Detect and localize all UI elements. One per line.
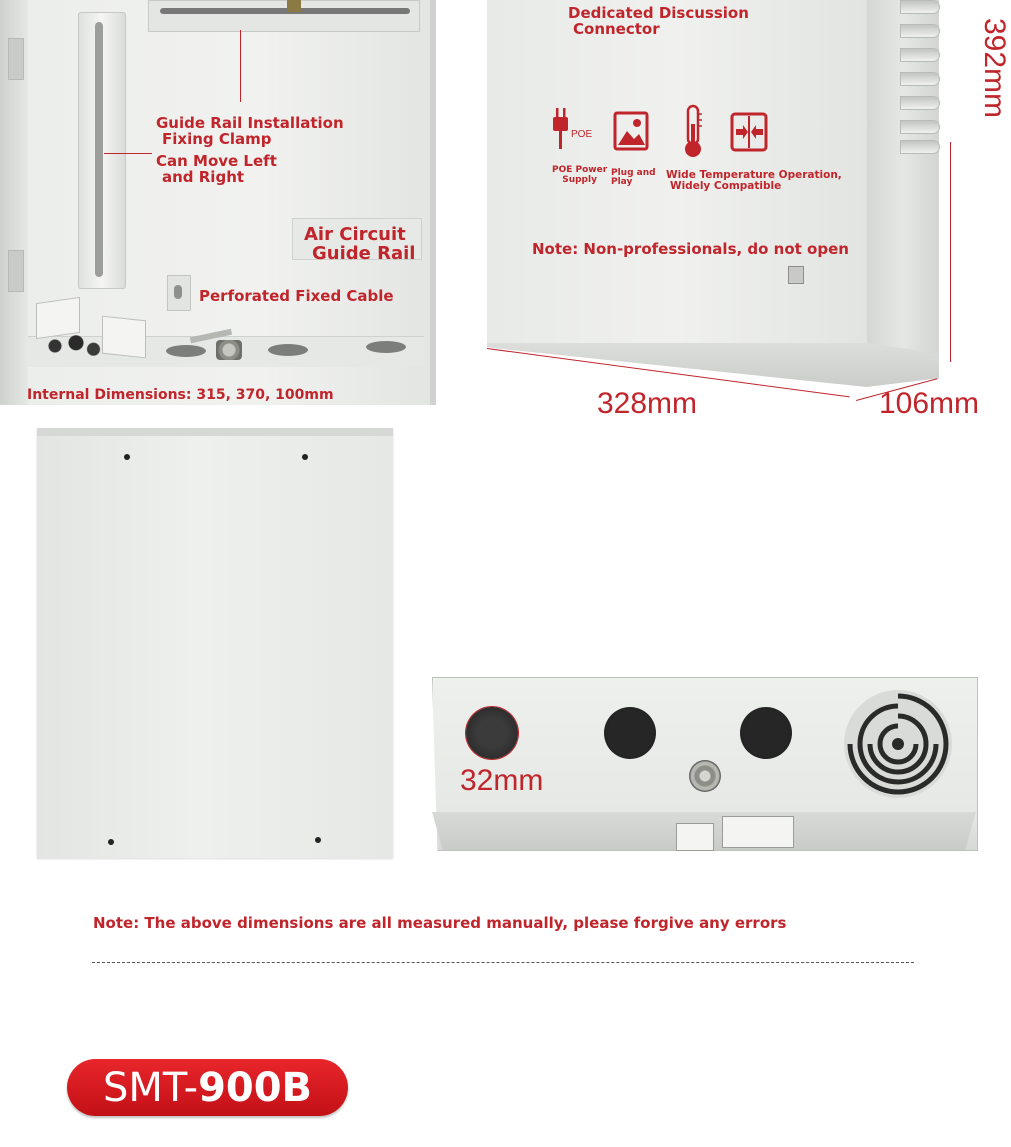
- poe-plug-icon: [551, 108, 593, 152]
- label-connector-line2: Connector: [573, 20, 660, 38]
- label-air-line1: Air Circuit: [304, 224, 406, 245]
- mounting-hole: [108, 839, 114, 845]
- compress-arrows-icon: [730, 112, 768, 156]
- side-vent: [900, 0, 940, 14]
- label-move: [156, 153, 277, 185]
- side-vent: [900, 24, 940, 38]
- feature-label-plug-line1: Plug and: [611, 168, 656, 178]
- leader-line-move: [104, 153, 152, 154]
- thermometer-icon: [680, 104, 718, 148]
- label-connector-line1: Dedicated Discussion: [568, 4, 749, 22]
- top-bracket: [148, 0, 420, 32]
- side-vent: [900, 120, 940, 134]
- label-move-line1: Can Move Left: [156, 152, 277, 170]
- picture-icon: [613, 111, 651, 155]
- label-guide-rail: [156, 115, 344, 147]
- svg-text:POE: POE: [571, 129, 593, 140]
- label-guide-rail-line1: Guide Rail Installation: [156, 114, 344, 132]
- feature-label-poe: [552, 165, 607, 185]
- accessory-bracket: [102, 316, 146, 359]
- vent-grille-icon: [842, 688, 954, 800]
- front-lock: [788, 266, 804, 284]
- model-number: 900B: [198, 1064, 313, 1111]
- leader-line-guide-rail: [240, 30, 241, 102]
- model-prefix: SMT-: [102, 1064, 199, 1111]
- dim-line-height: [950, 142, 951, 362]
- bottom-tab: [676, 823, 714, 851]
- side-vent: [900, 96, 940, 110]
- cable-bracket-hole: [174, 285, 182, 299]
- dim-depth: 106mm: [879, 387, 980, 420]
- bottom-tab: [722, 816, 794, 848]
- dashed-divider: [92, 962, 914, 963]
- feature-label-temp-line2: Widely Compatible: [670, 180, 782, 192]
- side-vent: [900, 48, 940, 62]
- floor-knockout: [166, 345, 206, 357]
- bottom-lock: [689, 760, 721, 792]
- box-back-panel: [37, 428, 393, 858]
- side-vent: [900, 140, 940, 154]
- dim-hole: 32mm: [460, 764, 544, 797]
- feature-label-plug-line2: Play: [611, 177, 633, 187]
- label-connector: [568, 5, 749, 37]
- cable-knockout-32mm: [466, 707, 518, 759]
- top-bracket-slot: [160, 8, 410, 14]
- cable-knockout: [604, 707, 656, 759]
- hinge-bottom: [8, 250, 24, 292]
- warning-note: Note: Non-professionals, do not open: [532, 240, 849, 258]
- feature-label-plug: [611, 169, 656, 187]
- label-air-line2: Guide Rail: [312, 243, 416, 264]
- label-guide-rail-line2: Fixing Clamp: [162, 130, 272, 148]
- mounting-hole: [124, 454, 130, 460]
- dim-height: 392mm: [978, 18, 1011, 119]
- hinge-top: [8, 38, 24, 80]
- cable-knockout: [740, 707, 792, 759]
- measurement-note: Note: The above dimensions are all measured manually, please forgive any errors: [93, 914, 787, 932]
- label-air-circuit: [304, 225, 415, 263]
- feature-label-temp-line1: Wide Temperature Operation,: [666, 169, 842, 181]
- top-bracket-latch: [287, 0, 301, 12]
- label-move-line2: and Right: [162, 168, 245, 186]
- accessory-screws: [34, 330, 104, 362]
- internal-dimensions: Internal Dimensions: 315, 370, 100mm: [27, 387, 334, 403]
- feature-label-poe-line1: POE Power: [552, 165, 608, 175]
- lock-cylinder: [216, 340, 242, 360]
- box-front-bottom-edge: [487, 343, 939, 387]
- dim-width: 328mm: [597, 387, 698, 420]
- mounting-hole: [302, 454, 308, 460]
- side-vent: [900, 72, 940, 86]
- model-badge: [67, 1059, 348, 1116]
- floor-knockout: [366, 341, 406, 353]
- feature-label-temperature: [666, 170, 842, 192]
- label-perforated-cable: Perforated Fixed Cable: [199, 287, 394, 305]
- floor-knockout: [268, 344, 308, 356]
- guide-rail-slot: [95, 22, 103, 277]
- mounting-hole: [315, 837, 321, 843]
- feature-label-poe-line2: Supply: [562, 175, 597, 185]
